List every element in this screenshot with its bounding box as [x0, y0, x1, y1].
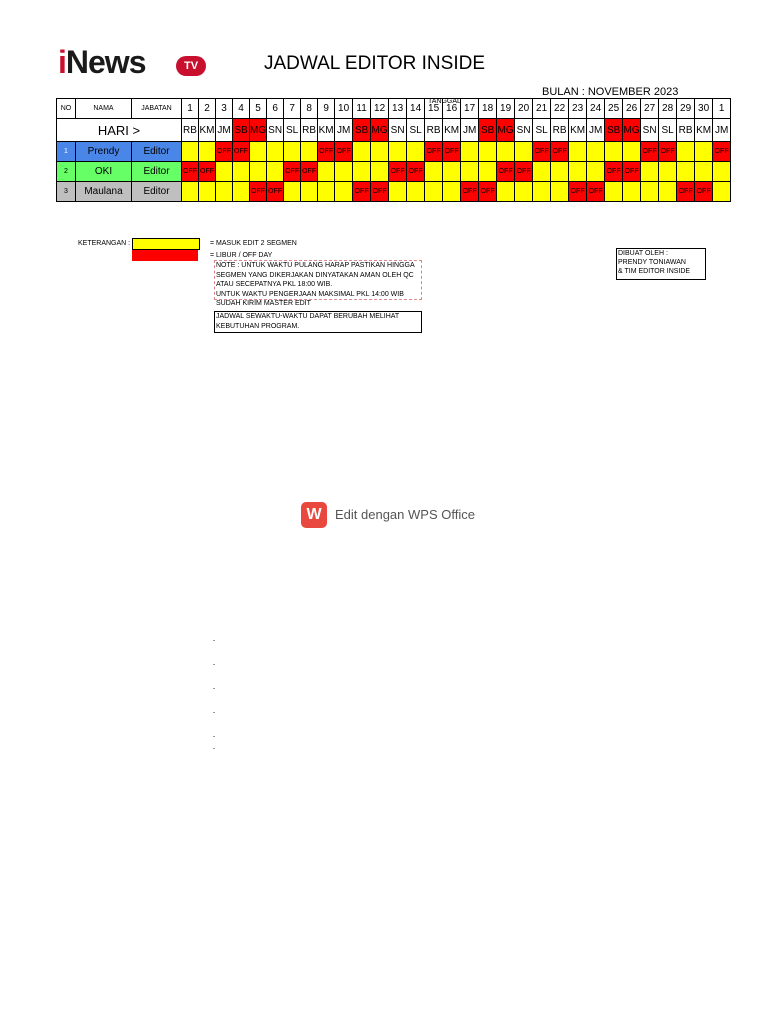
page-title: JADWAL EDITOR INSIDE: [264, 53, 485, 74]
signature-line: DIBUAT OLEH :: [618, 250, 668, 257]
off-cell: OFF: [659, 142, 677, 162]
off-cell: OFF: [182, 162, 199, 182]
work-cell: [533, 162, 551, 182]
date-cell: 28: [659, 99, 677, 119]
work-cell: [233, 182, 250, 202]
work-cell: [216, 182, 233, 202]
off-cell: OFF: [389, 162, 407, 182]
work-cell: [551, 162, 569, 182]
day-cell: KM: [569, 119, 587, 142]
day-cell: KM: [318, 119, 335, 142]
off-cell: OFF: [533, 142, 551, 162]
date-cell: 26: [623, 99, 641, 119]
date-cell: 2: [199, 99, 216, 119]
work-cell: [659, 182, 677, 202]
work-cell: [284, 142, 301, 162]
staff-row: [57, 162, 731, 182]
stray-mark: [213, 640, 215, 641]
off-cell: OFF: [335, 142, 353, 162]
off-cell: OFF: [443, 142, 461, 162]
day-cell: SL: [533, 119, 551, 142]
off-cell: OFF: [199, 162, 216, 182]
date-cell: 1: [713, 99, 731, 119]
date-cell: 4: [233, 99, 250, 119]
work-cell: [425, 162, 443, 182]
off-cell: OFF: [569, 182, 587, 202]
day-cell: RB: [425, 119, 443, 142]
header-row: [57, 99, 731, 119]
work-cell: [659, 162, 677, 182]
off-cell: OFF: [515, 162, 533, 182]
logo-news: News: [65, 44, 146, 80]
work-cell: [515, 182, 533, 202]
work-cell: [284, 182, 301, 202]
date-cell: 8: [301, 99, 318, 119]
work-cell: [267, 162, 284, 182]
stray-mark: [213, 712, 215, 713]
off-cell: OFF: [641, 142, 659, 162]
work-cell: [199, 142, 216, 162]
date-cell: 5: [250, 99, 267, 119]
work-cell: [425, 182, 443, 202]
tanggal-label: TANGGAL: [428, 98, 461, 105]
work-cell: [677, 142, 695, 162]
note2-line: KEBUTUHAN PROGRAM.: [216, 322, 300, 330]
legend-label: KETERANGAN :: [78, 240, 131, 247]
work-cell: [318, 162, 335, 182]
date-cell: 23: [569, 99, 587, 119]
work-cell: [443, 182, 461, 202]
day-cell: SB: [479, 119, 497, 142]
staff-role: Editor: [132, 182, 182, 202]
date-cell: 10: [335, 99, 353, 119]
logo-i: i: [58, 44, 66, 80]
work-cell: [233, 162, 250, 182]
off-cell: OFF: [425, 142, 443, 162]
off-cell: OFF: [479, 182, 497, 202]
header-nama: NAMA: [76, 99, 132, 119]
off-cell: OFF: [551, 142, 569, 162]
legend-work-text: = MASUK EDIT 2 SEGMEN: [210, 240, 297, 247]
work-cell: [713, 182, 731, 202]
date-cell: 25: [605, 99, 623, 119]
work-cell: [695, 162, 713, 182]
work-cell: [515, 142, 533, 162]
day-cell: RB: [677, 119, 695, 142]
work-cell: [216, 162, 233, 182]
day-cell: RB: [551, 119, 569, 142]
work-cell: [497, 182, 515, 202]
date-cell: 22: [551, 99, 569, 119]
date-cell: 3: [216, 99, 233, 119]
off-cell: OFF: [605, 162, 623, 182]
day-row: [57, 119, 731, 142]
day-cell: JM: [461, 119, 479, 142]
date-cell: 13: [389, 99, 407, 119]
work-cell: [443, 162, 461, 182]
day-cell: SL: [407, 119, 425, 142]
date-cell: 17: [461, 99, 479, 119]
date-cell: 18: [479, 99, 497, 119]
note-line: ATAU SECEPATNYA PKL 18:00 WIB.: [216, 281, 333, 288]
date-cell: 24: [587, 99, 605, 119]
staff-row: [57, 182, 731, 202]
staff-name: Prendy: [76, 142, 132, 162]
work-cell: [533, 182, 551, 202]
day-cell: SB: [233, 119, 250, 142]
work-cell: [407, 142, 425, 162]
off-cell: OFF: [371, 182, 389, 202]
day-cell: MG: [371, 119, 389, 142]
off-cell: OFF: [216, 142, 233, 162]
day-cell: JM: [335, 119, 353, 142]
off-cell: OFF: [284, 162, 301, 182]
work-cell: [250, 162, 267, 182]
legend-off-swatch: [132, 250, 198, 261]
note-box: [214, 260, 422, 307]
date-cell: 16: [443, 99, 461, 119]
day-cell: SN: [267, 119, 284, 142]
work-cell: [182, 142, 199, 162]
day-cell: SB: [605, 119, 623, 142]
work-cell: [250, 142, 267, 162]
work-cell: [371, 162, 389, 182]
work-cell: [407, 182, 425, 202]
work-cell: [267, 142, 284, 162]
day-cell: KM: [443, 119, 461, 142]
work-cell: [497, 142, 515, 162]
work-cell: [335, 182, 353, 202]
date-cell: 12: [371, 99, 389, 119]
schedule-table: [56, 98, 731, 202]
header-jabatan: JABATAN: [132, 99, 182, 119]
work-cell: [695, 142, 713, 162]
off-cell: OFF: [407, 162, 425, 182]
work-cell: [551, 182, 569, 202]
day-cell: SB: [353, 119, 371, 142]
day-cell: MG: [497, 119, 515, 142]
work-cell: [479, 142, 497, 162]
month-label: BULAN : NOVEMBER 2023: [542, 86, 679, 98]
staff-no: 1: [57, 142, 76, 162]
staff-name: OKI: [76, 162, 132, 182]
day-cell: JM: [587, 119, 605, 142]
date-cell: 15: [425, 99, 443, 119]
work-cell: [371, 142, 389, 162]
date-cell: 14: [407, 99, 425, 119]
work-cell: [335, 162, 353, 182]
staff-no: 3: [57, 182, 76, 202]
date-cell: 21: [533, 99, 551, 119]
date-cell: 29: [677, 99, 695, 119]
off-cell: OFF: [677, 182, 695, 202]
date-cell: 30: [695, 99, 713, 119]
day-cell: MG: [623, 119, 641, 142]
schedule-change-note: [214, 311, 422, 333]
work-cell: [353, 162, 371, 182]
work-cell: [623, 142, 641, 162]
work-cell: [199, 182, 216, 202]
date-cell: 9: [318, 99, 335, 119]
work-cell: [569, 162, 587, 182]
work-cell: [713, 162, 731, 182]
off-cell: OFF: [233, 142, 250, 162]
work-cell: [605, 182, 623, 202]
day-cell: RB: [301, 119, 318, 142]
work-cell: [587, 142, 605, 162]
stray-mark: [213, 664, 215, 665]
work-cell: [569, 142, 587, 162]
logo-tv-badge: TV: [176, 56, 206, 76]
date-cell: 11: [353, 99, 371, 119]
day-cell: SN: [641, 119, 659, 142]
note-line: SEGMEN YANG DIKERJAKAN DINYATAKAN AMAN OLEH QC: [216, 271, 414, 279]
note-line: SUDAH KIRIM MASTER EDIT: [216, 300, 311, 307]
staff-name: Maulana: [76, 182, 132, 202]
off-cell: OFF: [301, 162, 318, 182]
wps-icon: W: [301, 502, 327, 528]
work-cell: [353, 142, 371, 162]
header-no: NO: [57, 99, 76, 119]
date-cell: 27: [641, 99, 659, 119]
work-cell: [389, 142, 407, 162]
wps-edit-label[interactable]: Edit dengan WPS Office: [335, 507, 475, 522]
off-cell: OFF: [353, 182, 371, 202]
stray-mark: [213, 736, 215, 737]
legend-work-swatch: [132, 238, 200, 250]
work-cell: [182, 182, 199, 202]
work-cell: [641, 182, 659, 202]
date-cell: 1: [182, 99, 199, 119]
off-cell: OFF: [623, 162, 641, 182]
work-cell: [389, 182, 407, 202]
date-cell: 20: [515, 99, 533, 119]
off-cell: OFF: [587, 182, 605, 202]
stray-mark: [213, 748, 215, 749]
day-cell: KM: [199, 119, 216, 142]
day-cell: SL: [284, 119, 301, 142]
off-cell: OFF: [713, 142, 731, 162]
off-cell: OFF: [267, 182, 284, 202]
work-cell: [301, 142, 318, 162]
off-cell: OFF: [695, 182, 713, 202]
staff-role: Editor: [132, 142, 182, 162]
work-cell: [641, 162, 659, 182]
date-cell: 7: [284, 99, 301, 119]
day-cell: MG: [250, 119, 267, 142]
note2-line: JADWAL SEWAKTU-WAKTU DAPAT BERUBAH MELIHAT: [216, 313, 400, 320]
work-cell: [623, 182, 641, 202]
day-cell: JM: [216, 119, 233, 142]
staff-no: 2: [57, 162, 76, 182]
staff-row: [57, 142, 731, 162]
off-cell: OFF: [461, 182, 479, 202]
staff-role: Editor: [132, 162, 182, 182]
work-cell: [587, 162, 605, 182]
day-cell: RB: [182, 119, 199, 142]
work-cell: [677, 162, 695, 182]
signature-line: & TIM EDITOR INSIDE: [618, 268, 691, 275]
date-cell: 19: [497, 99, 515, 119]
signature-box: [616, 248, 706, 280]
day-cell: KM: [695, 119, 713, 142]
hari-label: HARI >: [57, 119, 182, 142]
work-cell: [605, 142, 623, 162]
work-cell: [461, 142, 479, 162]
legend-off-text: = LIBUR / OFF DAY: [210, 252, 273, 259]
note-line: NOTE : UNTUK WAKTU PULANG HARAP PASTIKAN HINGGA: [216, 262, 415, 269]
day-cell: SL: [659, 119, 677, 142]
work-cell: [318, 182, 335, 202]
day-cell: SN: [515, 119, 533, 142]
signature-line: PRENDY TONIAWAN: [618, 259, 686, 266]
date-cell: 6: [267, 99, 284, 119]
off-cell: OFF: [250, 182, 267, 202]
day-cell: JM: [713, 119, 731, 142]
stray-mark: [213, 688, 215, 689]
day-cell: SN: [389, 119, 407, 142]
note-line: UNTUK WAKTU PENGERJAAN MAKSIMAL PKL 14:00 WIB: [216, 290, 404, 298]
work-cell: [461, 162, 479, 182]
off-cell: OFF: [497, 162, 515, 182]
off-cell: OFF: [318, 142, 335, 162]
inews-logo: [56, 46, 206, 82]
work-cell: [301, 182, 318, 202]
work-cell: [479, 162, 497, 182]
